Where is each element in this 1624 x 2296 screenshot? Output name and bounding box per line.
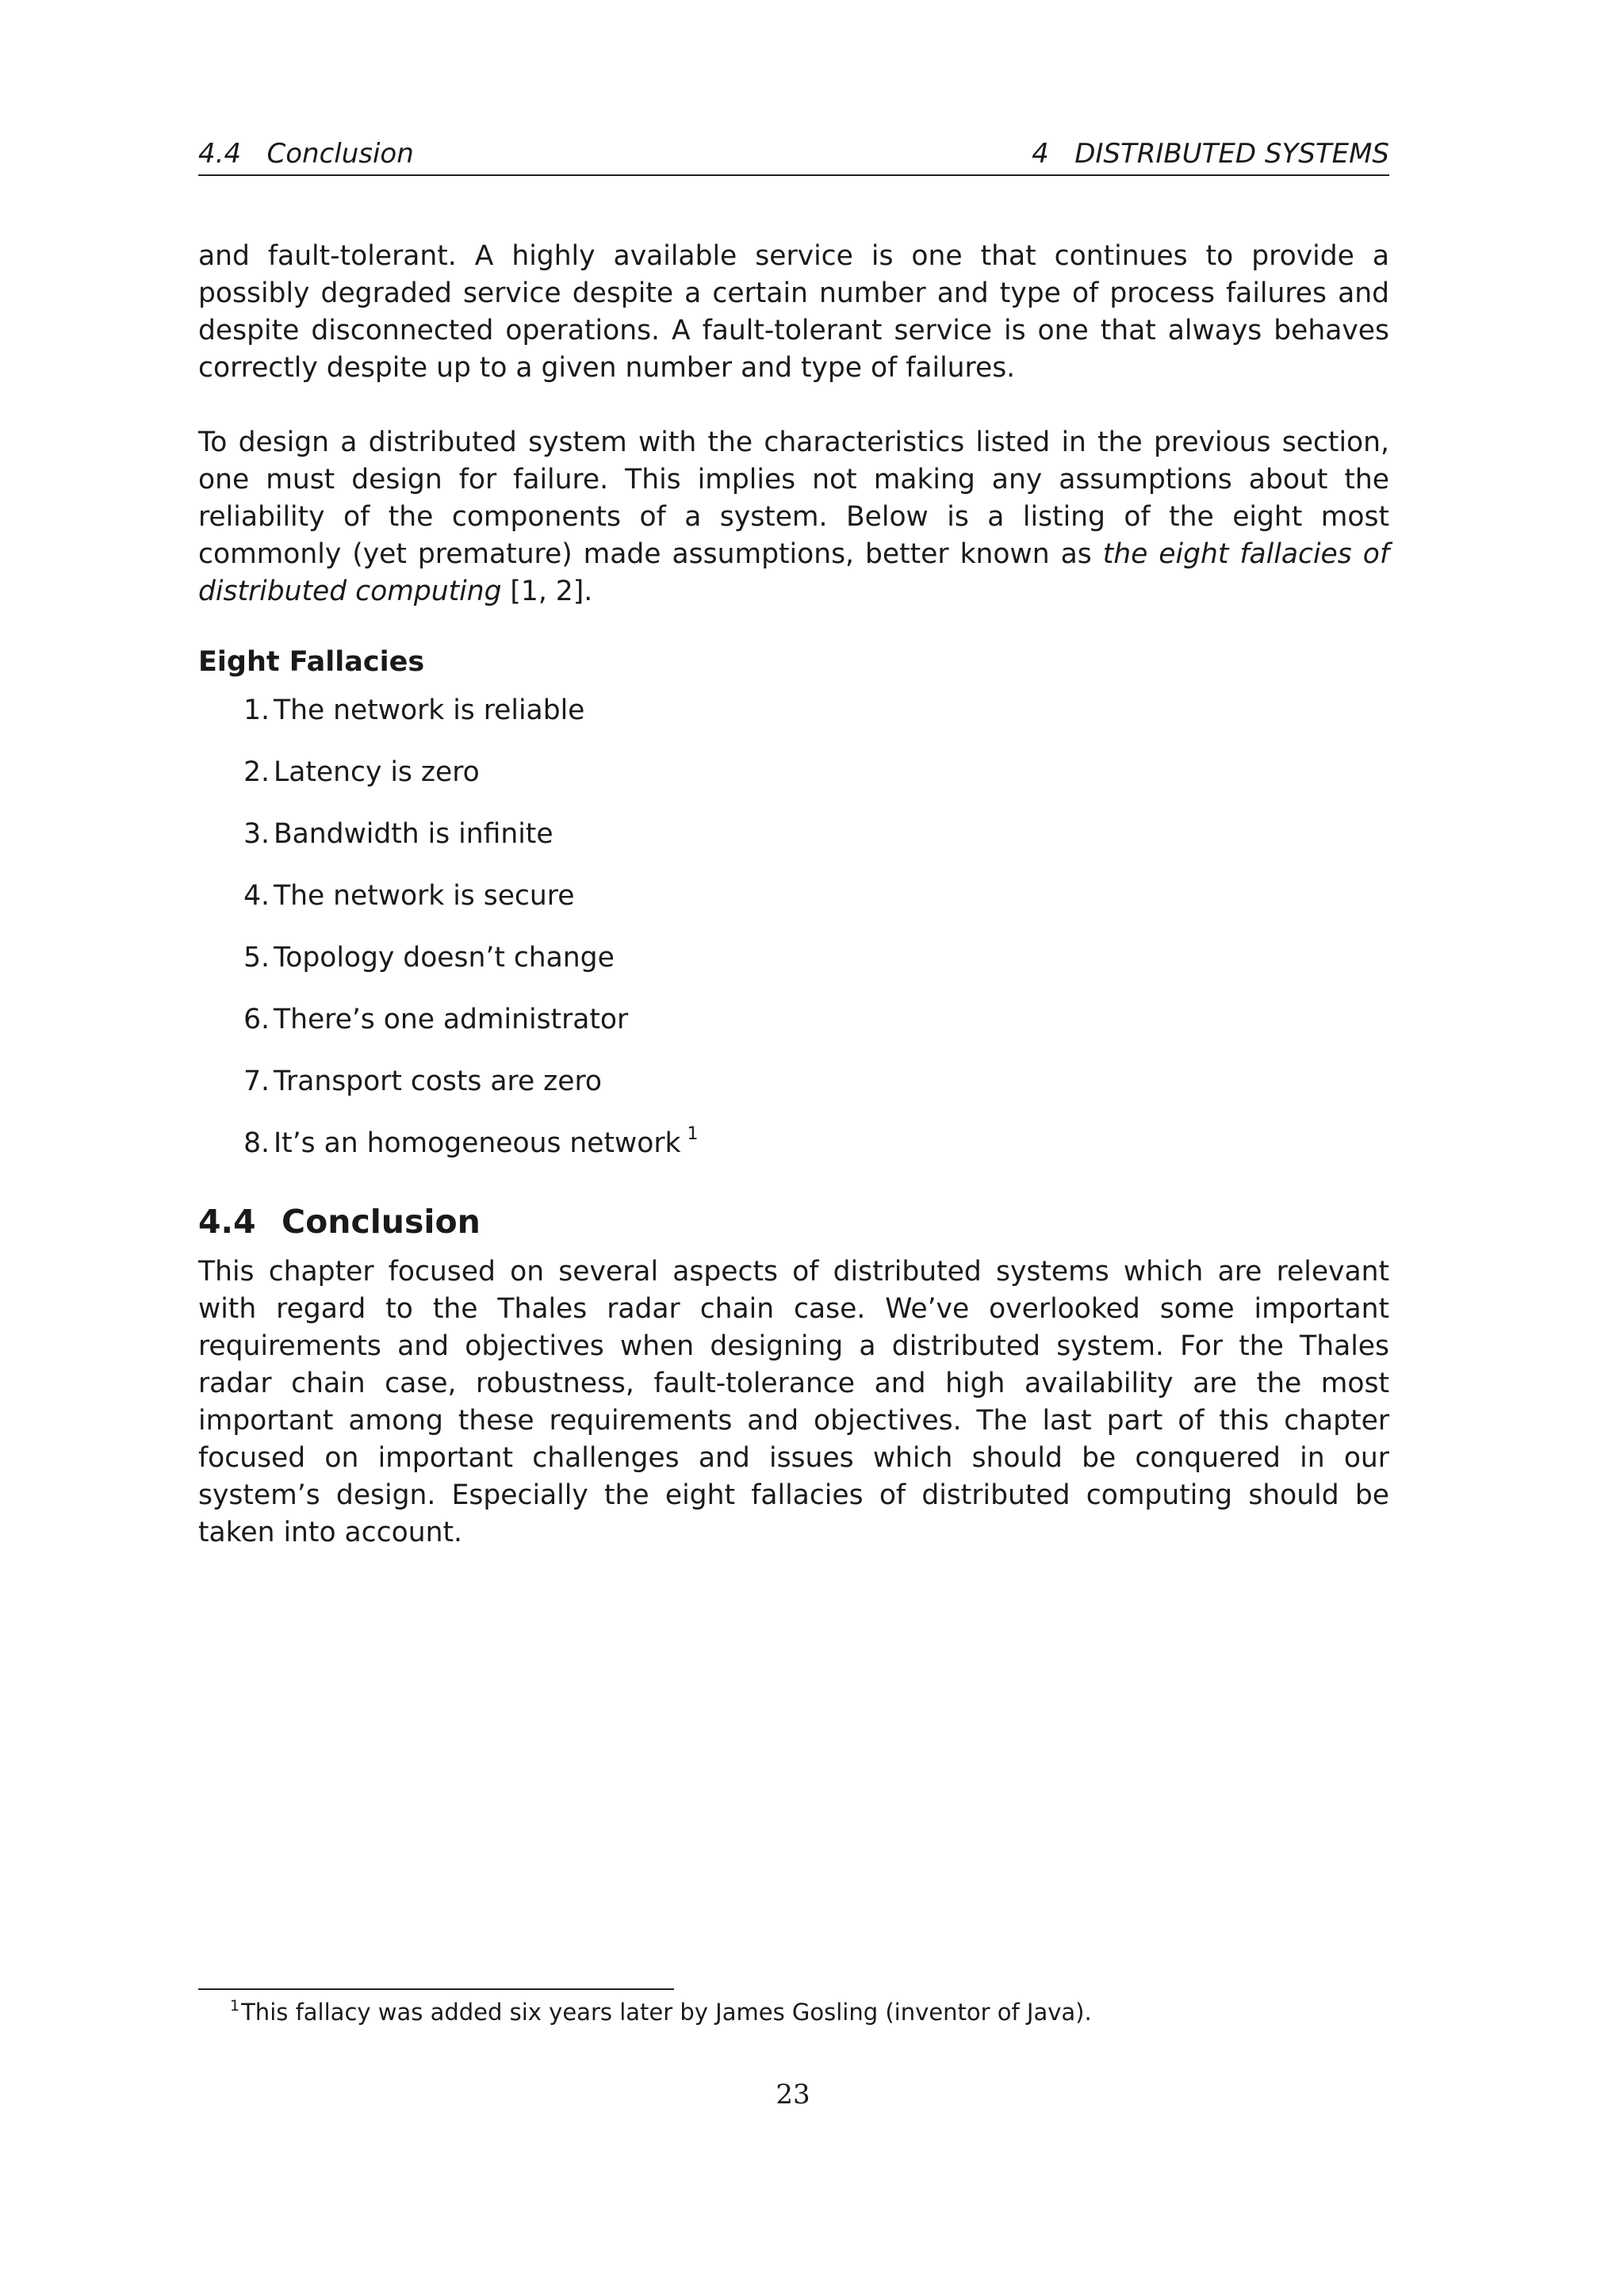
list-item <box>198 816 1389 878</box>
paragraph-text: To design a distributed system with the characteristics listed in the previous section, one must design for failure. This implies not making any assumptions about the reliability of the components of a system. Below is a listing of the eight most commonly (yet premature) made assumptions, better known as <box>198 427 1389 570</box>
footnote <box>230 1996 1092 2031</box>
page-body <box>198 238 1389 1552</box>
footnote-mark: 1 <box>230 1997 240 2015</box>
fallacies-heading: Eight Fallacies <box>198 646 425 678</box>
list-text: There’s one administrator <box>274 1004 629 1035</box>
footnote-divider <box>198 1988 674 1990</box>
list-number: 3. <box>243 818 270 850</box>
paragraph-design-for-failure <box>198 424 1389 610</box>
footnote-reference[interactable]: 1 <box>687 1124 699 1144</box>
list-number: 6. <box>243 1004 270 1035</box>
footnote-text: This fallacy was added six years later by James Gosling (inventor of Java). <box>241 1999 1092 2026</box>
list-number: 5. <box>243 942 270 974</box>
running-header <box>198 133 1389 176</box>
page-number: 23 <box>776 2079 810 2110</box>
paragraph-availability: and fault-tolerant. A highly available service is one that continues to provide a possibly degraded service despite a certain number and type of process failures and despite disconnected operations. A fault-tolerant service is one that always behaves correctly despite up to a given number and type of failures. <box>198 240 1389 384</box>
list-item <box>198 939 1389 1001</box>
list-number: 8. <box>243 1127 270 1159</box>
header-chapter-title: 4 DISTRIBUTED SYSTEMS <box>1032 138 1389 170</box>
list-text: Latency is zero <box>274 756 480 788</box>
section-number: 4.4 <box>198 1203 256 1241</box>
list-text: Topology doesn’t change <box>274 942 615 974</box>
list-item <box>198 1063 1389 1125</box>
emphasis-fallacies: the eight fallacies of distributed computing <box>198 538 1389 607</box>
list-item <box>198 754 1389 816</box>
paragraph-conclusion: This chapter focused on several aspects of distributed systems which are relevant with regard to the Thales radar chain case. We’ve overlooked some important requirements and objectives when designing a distributed system. For the Thales radar chain case, robustness, fault-tolerance and high availability are the most important among these requirements and objectives. The last part of this chapter focused on important challenges and issues which should be conquered in our system’s design. Especially the eight fallacies of distributed computing should be taken into account. <box>198 1256 1389 1548</box>
list-item <box>198 1001 1389 1063</box>
list-text: The network is reliable <box>274 695 585 726</box>
list-number: 2. <box>243 756 270 788</box>
citation-text: [1, 2]. <box>501 576 593 607</box>
list-text: Transport costs are zero <box>274 1066 602 1097</box>
list-text: The network is secure <box>274 880 575 912</box>
section-heading <box>198 1201 1389 1242</box>
list-item <box>198 1125 1389 1187</box>
list-item <box>198 692 1389 754</box>
list-text: It’s an homogeneous network <box>274 1127 681 1159</box>
list-number: 4. <box>243 880 270 912</box>
list-number: 1. <box>243 695 270 726</box>
header-section-title: 4.4 Conclusion <box>198 138 414 170</box>
fallacies-list <box>198 692 1389 1187</box>
list-number: 7. <box>243 1066 270 1097</box>
section-title: Conclusion <box>282 1203 481 1241</box>
list-item <box>198 878 1389 939</box>
list-text: Bandwidth is infinite <box>274 818 553 850</box>
